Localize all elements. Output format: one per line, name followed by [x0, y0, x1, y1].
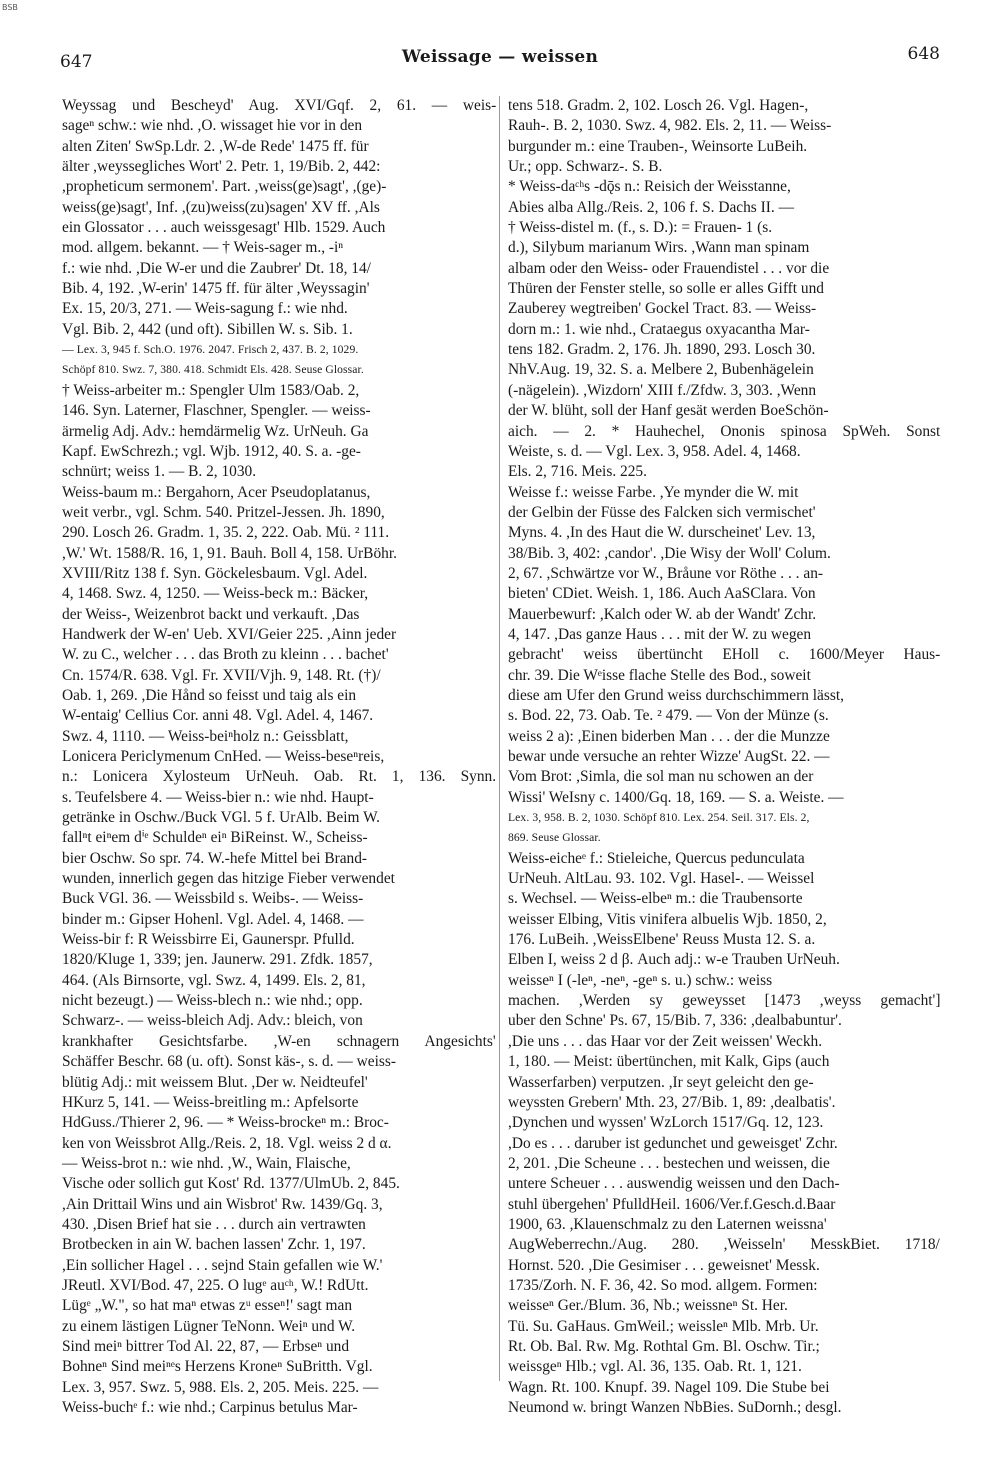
text-line: Vom Brot: ,Simla, die sol man nu schowen an der [508, 768, 814, 786]
text-line: 1735/Zorh. N. F. 36, 42. So mod. allgem. Formen: [508, 1276, 818, 1294]
text-line: f.: wie nhd. ,Die W-er und die Zaubrer' Dt. 18, 14/ [62, 259, 371, 277]
text-line: diese am Ufer den Grund weiss durchschimmern lässt, [508, 686, 844, 704]
text-line: bieten' CDiet. Weish. 1, 186. Auch AaSClara. Von [508, 585, 816, 603]
text-line: albam oder den Weiss- oder Frauendistel . . . vor die [508, 259, 830, 277]
text-line: der Gelbin der Füsse des Falcken sich vermischet' [508, 503, 816, 521]
text-line: stuhl übergehen' PfulldHeil. 1606/Ver.f.Gesch.d.Baar [508, 1195, 836, 1213]
text-line: dorn m.: 1. wie nhd., Crataegus oxyacantha Mar- [508, 320, 810, 338]
text-line: Kapf. EwSchrezh.; vgl. Wjb. 1912, 40. S. a. -ge- [62, 442, 361, 460]
text-line: † Weiss-arbeiter m.: Spengler Ulm 1583/Oab. 2, [62, 381, 360, 399]
text-line: krankhafter Gesichtsfarbe. ,W-en schnagern Angesichts' [62, 1032, 496, 1050]
text-line: Hornst. 520. ,Die Gesimiser . . . geweisnet' Messk. [508, 1256, 820, 1274]
text-line: 176. LuBeih. ,WeissElbene' Reuss Musta 12. S. a. [508, 931, 816, 949]
text-line: Abies alba Allg./Reis. 2, 106 f. S. Dachs II. — [508, 198, 794, 216]
text-line: Weiss-baum m.: Bergahorn, Acer Pseudoplatanus, [62, 483, 371, 501]
page-title: Weissage — weissen [401, 47, 599, 67]
text-line: UrNeuh. AltLau. 93. 102. Vgl. Hasel-. — Weissel [508, 870, 815, 888]
text-line: 290. Losch 26. Gradm. 1, 35. 2, 222. Oab. Mü. ² 111. [62, 524, 390, 542]
text-line: Buck VGl. 36. — Weissbild s. Weibs-. — Weiss- [62, 890, 364, 908]
text-line: s. Wechsel. — Weiss-elbeⁿ m.: die Traubensorte [508, 890, 803, 908]
text-line: 2, 67. ,Schwärtze vor W., Bråune vor Röthe . . . an- [508, 564, 824, 582]
page-header [60, 44, 940, 78]
text-line: Bohneⁿ Sind meiⁿᵉs Herzens Kroneⁿ SuBritth. Vgl. [62, 1358, 373, 1376]
text-line: Weiss-buchᵉ f.: wie nhd.; Carpinus betulus Mar- [62, 1399, 358, 1416]
text-line: weissgeⁿ Hlb.; vgl. Al. 36, 135. Oab. Rt. 1, 121. [508, 1358, 802, 1376]
text-line: s. Bod. 22, 73. Oab. Te. ² 479. — Von der Münze (s. [508, 707, 829, 725]
text-line: Vgl. Bib. 2, 442 (und oft). Sibillen W. s. Sib. 1. [62, 320, 353, 338]
text-line: Vische oder sollich gut Kost' Rd. 1377/UlmUb. 2, 845. [62, 1175, 400, 1193]
text-line: schnürt; weiss 1. — B. 2, 1030. [62, 463, 257, 481]
text-line: ,Ein sollicher Hagel . . . sejnd Stain gefallen wie W.' [62, 1256, 383, 1274]
left-column-number: 647 [60, 52, 93, 72]
text-line: burgunder m.: eine Trauben-, Weinsorte LuBeih. [508, 137, 808, 155]
text-line: Oab. 1, 269. ,Die Hånd so feisst und taig als ein [62, 686, 357, 704]
text-line: Mauerbewurf: ,Kalch oder W. ab der Wandt' Zchr. [508, 605, 817, 623]
text-line: Schwarz-. — weiss-bleich Adj. Adv.: bleich, von [62, 1012, 363, 1030]
text-line: Wissi' WeIsny c. 1400/Gq. 18, 169. — S. a. Weiste. — [508, 788, 844, 806]
text-line: 146. Syn. Laterner, Flaschner, Spengler. — weiss- [62, 402, 371, 420]
text-line: zu einem lästigen Lügner TeNonn. Weiⁿ und W. [62, 1317, 356, 1335]
text-line: mod. allgem. bekannt. — † Weis-sager m., -iⁿ [62, 239, 344, 257]
text-line: Lex. 3, 958. B. 2, 1030. Schöpf 810. Lex. 254. Seil. 317. Els. 2, [508, 811, 810, 825]
text-line: Tü. Su. GaHaus. GmWeil.; weissleⁿ Mlb. Mrb. Ur. [508, 1317, 819, 1335]
text-line: getränke in Oschw./Buck VGl. 5 f. UrAlb. Beim W. [62, 809, 381, 827]
text-line: 4, 147. ,Das ganze Haus . . . mit der W. zu wegen [508, 625, 812, 643]
text-line: gebracht' weiss übertüncht EHoll c. 1600/Meyer Haus- [508, 646, 941, 664]
text-line: Zauberey wegtreiben' Gockel Tract. 83. — Weiss- [508, 300, 817, 318]
text-line: weisseⁿ Ger./Blum. 36, Nb.; weissneⁿ St. Her. [508, 1297, 788, 1315]
right-column-number: 648 [907, 44, 940, 64]
text-line: Wagn. Rt. 100. Knupf. 39. Nagel 109. Die Stube bei [508, 1378, 830, 1396]
text-line: weisseⁿ I (-leⁿ, -neⁿ, -geⁿ s. u.) schw.: weiss [508, 971, 773, 989]
text-line: † Weiss-distel m. (f., s. D.): = Frauen- 1 (s. [508, 219, 773, 237]
text-line: Weyssag und Bescheyd' Aug. XVI/Gqf. 2, 61. — weis- [62, 97, 497, 114]
text-line: Thüren der Fenster stelle, so solle er alles Gifft und [508, 280, 824, 298]
text-line: Bib. 4, 192. ,W-erin' 1475 ff. für älter ,Weyssagin' [62, 280, 370, 298]
text-line: ,Dynchen und wyssen' WzLorch 1517/Gq. 12, 123. [508, 1114, 824, 1132]
text-line: sageⁿ schw.: wie nhd. ,O. wissaget hie vor in den [62, 117, 363, 135]
text-line: untere Scheuer . . . auswendig weissen und den Dach- [508, 1175, 840, 1193]
text-line: Brotbecken in ain W. bachen lassen' Zchr. 1, 197. [62, 1236, 366, 1254]
text-line: d.), Silybum marianum Wirs. ,Wann man spinam [508, 239, 810, 257]
text-line: 430. ,Disen Brief hat sie . . . durch ain vertrawten [62, 1215, 366, 1233]
text-line: XVIII/Ritz 138 f. Syn. Göckelesbaum. Vgl. Adel. [62, 564, 368, 582]
text-line: W. zu C., welcher . . . das Broth zu kleinn . . . bachet' [62, 646, 389, 664]
text-line: bewar unde versuche an rehter Wizze' AugSt. 22. — [508, 748, 830, 765]
text-line: Cn. 1574/R. 638. Vgl. Fr. XVII/Vjh. 9, 148. Rt. (†)/ [62, 666, 381, 684]
text-line: nicht bezeugt.) — Weiss-blech n.: wie nhd.; opp. [62, 992, 363, 1010]
text-line: bier Oschw. So spr. 74. W.-hefe Mittel bei Brand- [62, 849, 368, 867]
text-line: Lügᵉ „W.", so hat maⁿ etwas zᵘ esseⁿ!' sagt man [62, 1297, 353, 1315]
text-line: aich. — 2. * Hauhechel, Ononis spinosa SpWeh. Sonst [508, 422, 941, 440]
library-mark: BSB [2, 3, 18, 12]
text-line: 1820/Kluge 1, 339; jen. Jaunerw. 291. Zfdk. 1857, [62, 951, 373, 969]
text-line: chr. 39. Die Wᵉisse flache Stelle des Bod., soweit [508, 666, 811, 684]
text-line: ,Die uns . . . das Haar vor der Zeit weissen' Weckh. [508, 1032, 823, 1050]
column-divider [499, 96, 500, 1381]
text-line: ken von Weissbrot Allg./Reis. 2, 18. Vgl. weiss 2 d α. [62, 1134, 392, 1152]
text-line: binder m.: Gipser Hohenl. Vgl. Adel. 4, 1468. — [62, 910, 364, 928]
text-line: weiss 2 a): ,Einen biderben Man . . . der die Munzze [508, 727, 830, 745]
text-line: ärmelig Adj. Adv.: hemdärmelig Wz. UrNeuh. Ga [62, 422, 369, 440]
text-line: weisser Elbing, Vitis vinifera albuelis Wjb. 1850, 2, [508, 910, 827, 928]
text-line: — Weiss-brot n.: wie nhd. ,W., Wain, Flaische, [62, 1154, 351, 1172]
text-line: weit verbr., vgl. Schm. 540. Pritzel-Jessen. Jh. 1890, [62, 503, 385, 521]
right-text-column [508, 96, 941, 1416]
text-line: 869. Seuse Glossar. [508, 831, 601, 845]
text-line: der W. blüht, soll der Hanf gesät werden BoeSchön- [508, 402, 829, 420]
text-line: ,Ain Drittail Wins und ain Wisbrot' Rw. 1439/Gq. 3, [62, 1195, 383, 1213]
text-line: tens 182. Gradm. 2, 176. Jh. 1890, 293. Losch 30. [508, 341, 816, 359]
text-line: ,Do es . . . daruber ist gedunchet und geweisget' Zchr. [508, 1134, 838, 1152]
text-line: Ex. 15, 20/3, 271. — Weis-sagung f.: wie nhd. [62, 300, 348, 318]
text-line: uber den Schne' Ps. 67, 15/Bib. 7, 336: ,dealbabuntur'. [508, 1012, 842, 1030]
text-line: Weiss-eicheᵉ f.: Stieleiche, Quercus pedunculata [508, 849, 805, 867]
text-line: AugWeberrechn./Aug. 280. ,Weisseln' MesskBiet. 1718/ [508, 1236, 940, 1254]
text-line: NhV.Aug. 19, 32. S. a. Melbere 2, Bubenhägelein [508, 361, 814, 379]
text-line: Rauh-. B. 2, 1030. Swz. 4, 982. Els. 2, 11. — Weiss- [508, 117, 832, 135]
text-line: ,propheticum sermonem'. Part. ,weiss(ge)sagt', ,(ge)- [62, 178, 387, 196]
text-line: fallⁿt eiⁿem dⁱᵉ Schuldeⁿ eiⁿ BiReinst. W., Scheiss- [62, 829, 368, 847]
text-line: Weiste, s. d. — Vgl. Lex. 3, 958. Adel. 4, 1468. [508, 442, 801, 460]
text-line: tens 518. Gradm. 2, 102. Losch 26. Vgl. Hagen-, [508, 97, 809, 114]
text-line: alten Ziten' SwSp.Ldr. 2. ,W-de Rede' 1475 ff. für [62, 137, 369, 155]
text-line: Ur.; opp. Schwarz-. S. B. [508, 158, 663, 176]
text-line: älter ,weyssegliches Wort' 2. Petr. 1, 19/Bib. 2, 442: [62, 158, 381, 176]
text-line: s. Teufelsbere 4. — Weiss-bier n.: wie nhd. Haupt- [62, 788, 374, 806]
text-line: — Lex. 3, 945 f. Sch.O. 1976. 2047. Frisch 2, 437. B. 2, 1029. [62, 343, 359, 357]
text-line: Wasserfarben) verputzen. ,Ir seyt geleicht den ge- [508, 1073, 814, 1091]
text-line: 1, 180. — Meist: übertünchen, mit Kalk, Gips (auch [508, 1053, 830, 1071]
text-line: Neumond w. bringt Wanzen NbBies. SuDornh.; desgl. [508, 1399, 842, 1416]
text-line: wunden, innerlich gegen das hitzige Fieber verwendet [62, 870, 395, 888]
text-line: 464. (Als Birnsorte, vgl. Swz. 4, 1499. Els. 2, 81, [62, 971, 366, 989]
text-line: 2, 201. ,Die Scheune . . . bestechen und weissen, die [508, 1154, 830, 1172]
text-line: machen. ,Werden sy geweysset [1473 ,weyss gemacht'] [508, 992, 941, 1010]
text-line: 1900, 63. ,Klauenschmalz zu den Laternen weissna' [508, 1215, 827, 1233]
text-line: W-entaig' Cellius Cor. anni 48. Vgl. Adel. 4, 1467. [62, 707, 374, 725]
text-line: HdGuss./Thierer 2, 96. — * Weiss-brockeⁿ m.: Broc- [62, 1114, 389, 1132]
text-line: Rt. Ob. Bal. Rw. Mg. Rothtal Gm. Bl. Oschw. Tir.; [508, 1337, 820, 1355]
text-line: JReutl. XVI/Bod. 47, 225. O lugᵉ auᶜʰ, W.! RdUtt. [62, 1276, 369, 1294]
text-line: n.: Lonicera Xylosteum UrNeuh. Oab. Rt. 1, 136. Synn. [62, 768, 497, 786]
text-line: Myns. 4. ,In des Haut die W. durscheinet' Lev. 13, [508, 524, 816, 542]
text-line: Schöpf 810. Swz. 7, 380. 418. Schmidt Els. 428. Seuse Glossar. [62, 363, 364, 377]
text-line: Els. 2, 716. Meis. 225. [508, 463, 647, 481]
text-line: Lex. 3, 957. Swz. 5, 988. Els. 2, 205. Meis. 225. — [62, 1378, 379, 1396]
text-line: Swz. 4, 1110. — Weiss-beiⁿholz n.: Geissblatt, [62, 727, 349, 745]
text-line: Elben I, weiss 2 d β. Auch adj.: w-e Trauben UrNeuh. [508, 951, 840, 969]
text-line: weiss(ge)sagt', Inf. ,(zu)weiss(zu)sagen' XV ff. ,Als [62, 198, 380, 216]
text-line: ein Glossator . . . auch weissgesagt' Hlb. 1529. Auch [62, 219, 386, 237]
text-line: 38/Bib. 3, 402: ,candor'. ,Die Wisy der Woll' Colum. [508, 544, 831, 562]
text-line: Weiss-bir f: R Weissbirre Ei, Gaunerspr. Pfulld. [62, 931, 355, 949]
text-line: Weisse f.: weisse Farbe. ,Ye mynder die W. mit [508, 483, 799, 501]
text-line: der Weiss-, Weizenbrot backt und verkauft. ,Das [62, 605, 360, 623]
text-line: HKurz 5, 141. — Weiss-breitling m.: Apfelsorte [62, 1093, 359, 1111]
text-line: Sind meiⁿ bittrer Tod Al. 22, 87, — Erbseⁿ und [62, 1337, 350, 1355]
text-line: * Weiss-daᶜʰs -dǭs n.: Reisich der Weisstanne, [508, 178, 791, 196]
text-line: Schäffer Beschr. 68 (u. oft). Sonst käs-, s. d. — weiss- [62, 1053, 396, 1071]
text-line: Handwerk der W-en' Ueb. XVI/Geier 225. ,Ainn jeder [62, 625, 397, 643]
left-text-column [62, 96, 497, 1416]
text-line: Lonicera Periclymenum CnHed. — Weiss-beseⁿreis, [62, 748, 385, 765]
text-line: blütig Adj.: mit weissem Blut. ,Der w. Neidteufel' [62, 1073, 368, 1091]
text-line: ,W.' Wt. 1588/R. 16, 1, 91. Bauh. Boll 4, 158. UrBöhr. [62, 544, 397, 562]
text-line: (-nägelein). ,Wizdorn' XIII f./Zfdw. 3, 303. ,Wenn [508, 381, 817, 399]
text-line: 4, 1468. Swz. 4, 1250. — Weiss-beck m.: Bäcker, [62, 585, 369, 603]
text-line: weyssten Grebern' Mth. 23, 27/Bib. 1, 89: ,dealbatis'. [508, 1093, 836, 1111]
